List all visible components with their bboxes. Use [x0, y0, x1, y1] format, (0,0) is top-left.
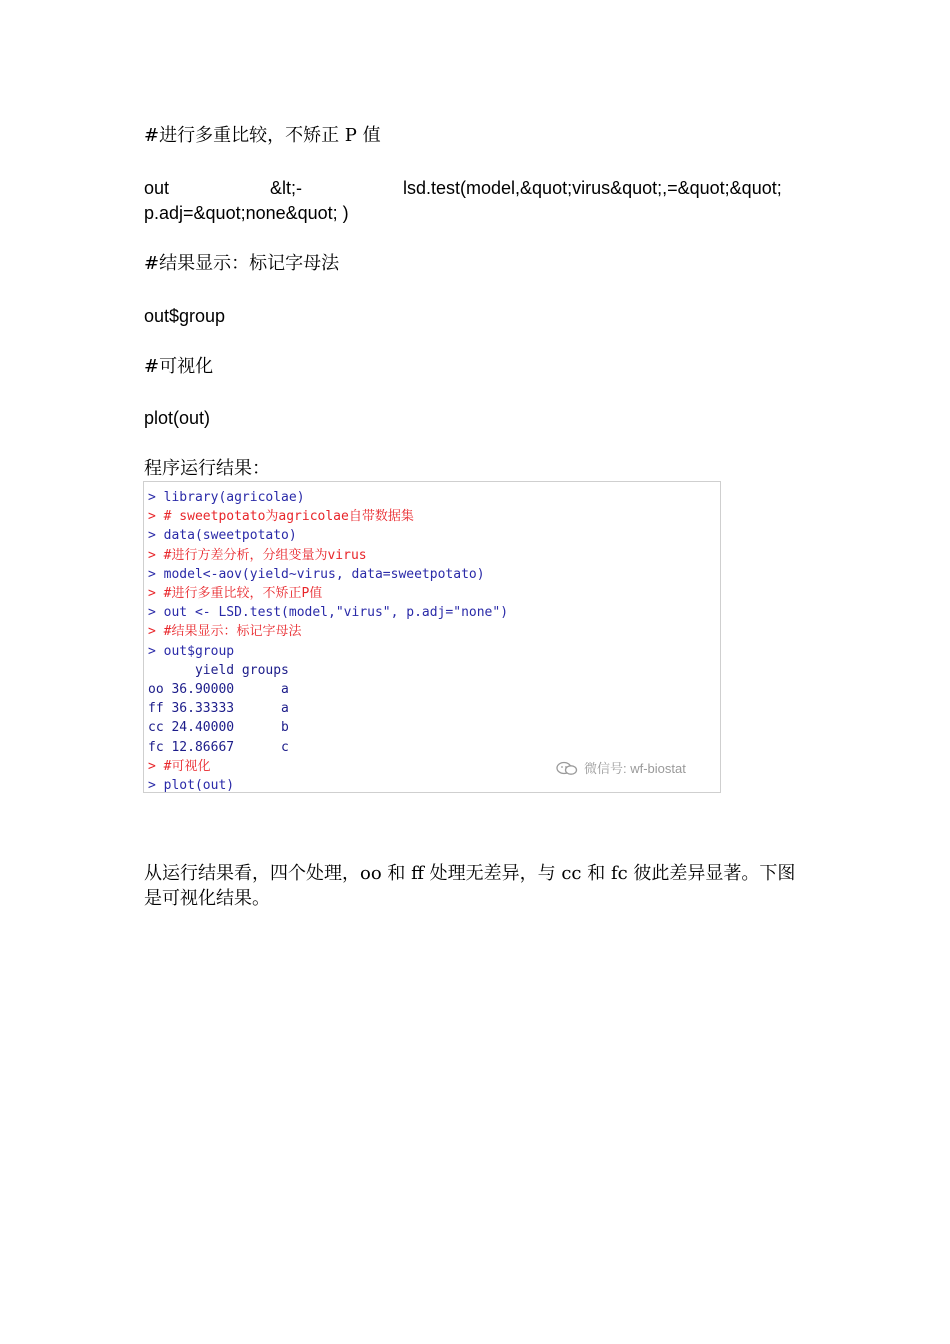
- result-paragraph: 从运行结果看，四个处理，oo 和 ff 处理无差异，与 cc 和 fc 彼此差异显著。下图是可视化结果。: [144, 863, 796, 909]
- console-line: oo 36.90000 a: [148, 682, 289, 697]
- console-line: > data(sweetpotato): [148, 528, 297, 544]
- r-console-screenshot: [143, 481, 721, 793]
- result-label: 程序运行结果：: [144, 458, 270, 479]
- console-line: > # sweetpotato为agricolae自带数据集: [148, 509, 414, 525]
- comment-multiple-comparison: #进行多重比较，不矫正 P 值: [144, 125, 381, 146]
- console-line: > out$group: [148, 643, 235, 659]
- comment-result-display: #结果显示：标记字母法: [144, 253, 340, 274]
- code-token-assign: &lt;-: [270, 178, 303, 198]
- watermark: [556, 758, 686, 777]
- code-plot-out: plot(out): [144, 408, 211, 428]
- console-line: > plot(out): [148, 778, 235, 793]
- console-line: > #进行方差分析，分组变量为virus: [148, 547, 367, 563]
- console-line: ff 36.33333 a: [148, 701, 289, 717]
- console-line: > #可视化: [148, 758, 211, 774]
- code-out-group: out$group: [144, 306, 226, 326]
- code-token-lsd-test: lsd.test(model,&quot;virus&quot;,=&quot;&quot;: [403, 178, 782, 198]
- console-line: > library(agricolae): [148, 490, 305, 505]
- console-line: > out <- LSD.test(model,"virus", p.adj="none"): [148, 605, 509, 621]
- console-line: fc 12.86667 c: [148, 739, 289, 755]
- comment-visualize: #可视化: [144, 356, 214, 377]
- console-line: cc 24.40000 b: [148, 720, 289, 736]
- console-line: > model<-aov(yield~virus, data=sweetpotato): [148, 566, 485, 582]
- console-line: yield groups: [148, 662, 289, 678]
- watermark-text: 微信号: wf-biostat: [584, 761, 686, 776]
- console-line: > #进行多重比较，不矫正P值: [148, 586, 323, 601]
- wechat-icon: [556, 761, 578, 775]
- code-padj-line: p.adj=&quot;none&quot; ): [144, 203, 349, 223]
- console-line: > #结果显示：标记字母法: [148, 624, 302, 640]
- code-token-out: out: [144, 178, 170, 198]
